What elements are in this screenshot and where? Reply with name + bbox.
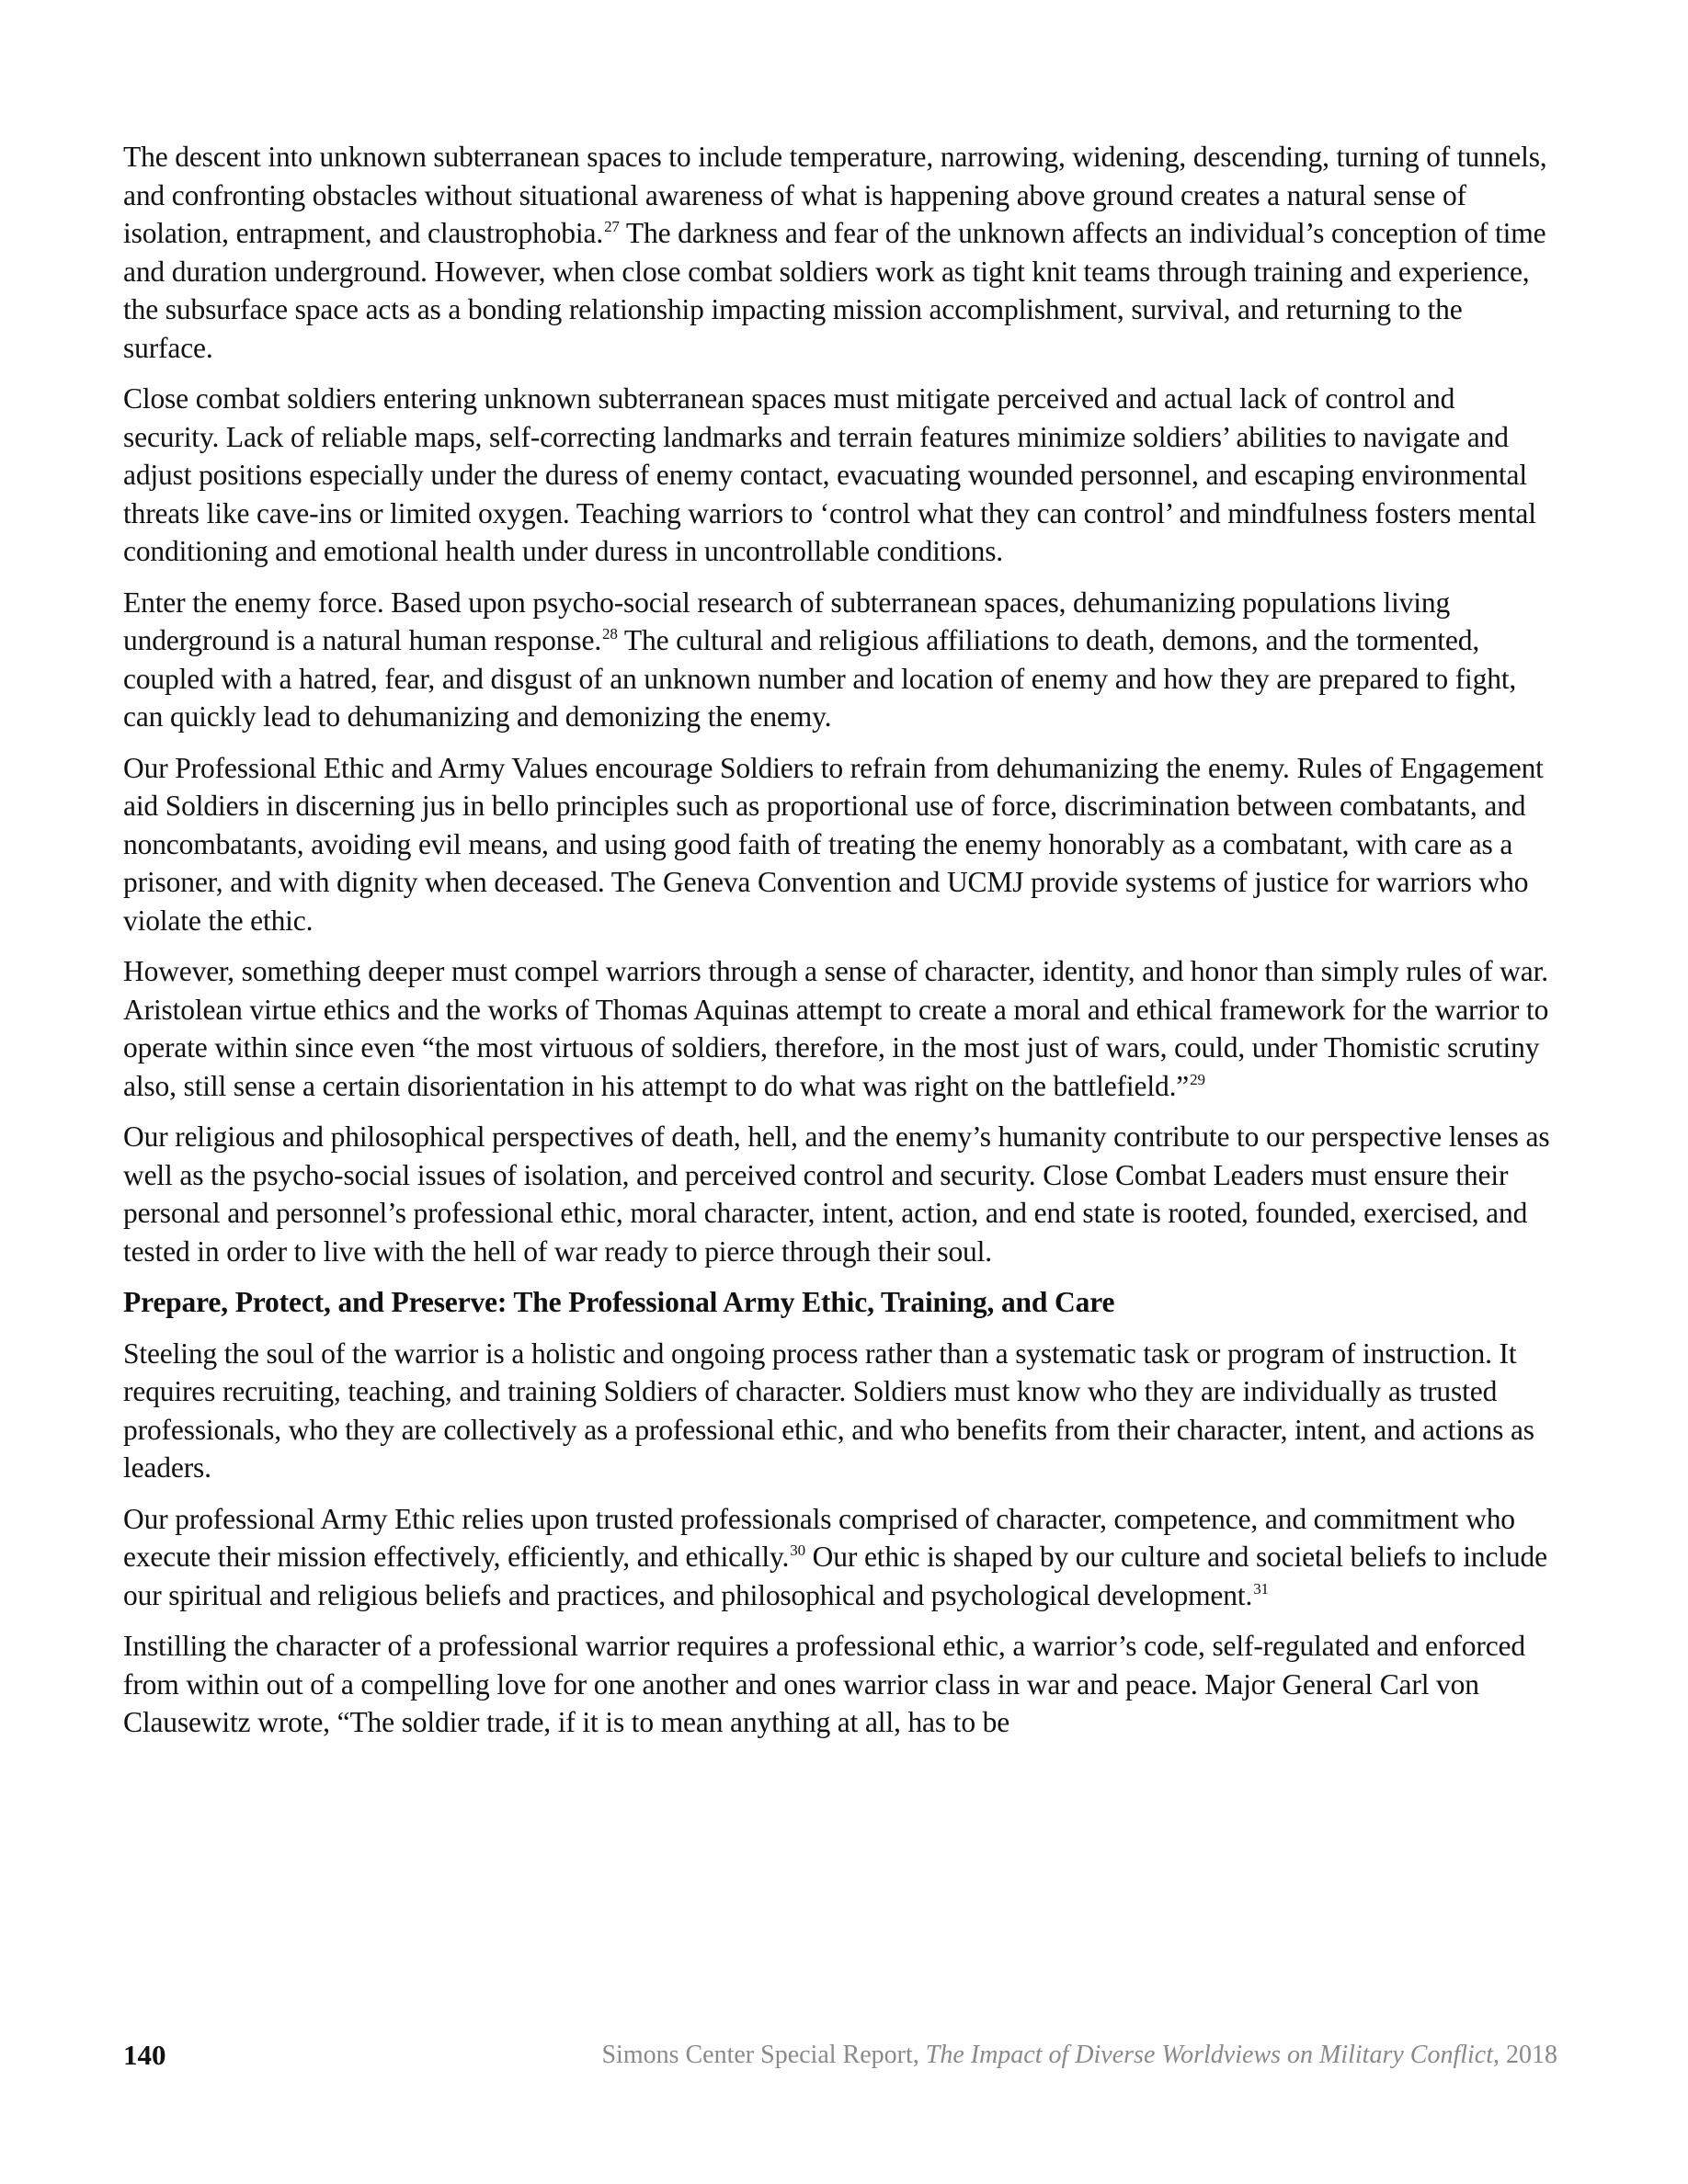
paragraph [123,1627,1557,1742]
paragraph [123,380,1557,571]
footnote-reference: 27 [604,218,620,235]
footnote-reference: 30 [790,1541,805,1559]
paragraph-text: Close combat soldiers entering unknown subterranean spaces must mitigate perceived and actual lack of control and security. Lack of reliable maps, self-correcting landmarks and terrain features minimize soldiers’ abilities to navigate and adjust positions especially under the duress of enemy contact, evacuating wounded personnel, and escaping environmental threats like cave-ins or limited oxygen. Teaching warriors to ‘control what they can control’ and mindfulness fosters mental conditioning and emotional health under duress in uncontrollable conditions. [123,382,1536,567]
page-number: 140 [123,2039,166,2071]
paragraph [123,952,1557,1105]
paragraph [123,749,1557,940]
paragraph [123,138,1557,367]
footnote-reference: 31 [1253,1579,1269,1598]
paragraphs-after-heading [123,1335,1557,1742]
paragraph [123,1335,1557,1487]
paragraphs-before-heading [123,138,1557,1270]
paragraph-text: The descent into unknown subterranean spaces to include temperature, narrowing, widening, descending, turning of tunnels, and confronting obstacles without situational awareness of what is happening above ground creates a natural sense of isolation, entrapment, and claustrophobia. [123,141,1547,249]
body-text [123,138,1557,1755]
paragraph-text: The darkness and fear of the unknown affects an individual’s conception of time and duration underground. However, when close combat soldiers work as tight knit teams through training and experience, the subsurface space acts as a bonding relationship impacting mission accomplishment, survival, and returning to the surface. [123,217,1546,364]
paragraph-text: Enter the enemy force. Based upon psycho-social research of subterranean spaces, dehumanizing populations living underground is a natural human response. [123,586,1451,656]
publication-title: The Impact of Diverse Worldviews on Military Conflict [925,2041,1493,2069]
paragraph-text: Steeling the soul of the warrior is a holistic and ongoing process rather than a systematic task or program of instruction. It requires recruiting, teaching, and training Soldiers of character. Soldiers must know who they are individually as trusted professionals, who they are collectively as a professional ethic, and who benefits from their character, intent, and actions as leaders. [123,1337,1534,1484]
paragraph-text: Our professional Army Ethic relies upon trusted professionals comprised of character, competence, and commitment who execute their mission effectively, efficiently, and ethically. [123,1502,1515,1573]
footnote-reference: 28 [602,625,618,643]
paragraph-text: The cultural and religious affiliations to death, demons, and the tormented, coupled with a hatred, fear, and disgust of an unknown number and location of enemy and how they are prepared to fight, can quickly lead to dehumanizing and demonizing the enemy. [123,624,1517,733]
paragraph-text: However, something deeper must compel warriors through a sense of character, identity, and honor than simply rules of war. Aristolean virtue ethics and the works of Thomas Aquinas attempt to create a moral and ethical framework for the warrior to operate within since even “the most virtuous of soldiers, therefore, in the most just of wars, could, under Thomistic scrutiny also, still sense a certain disorientation in his attempt to do what was right on the battlefield.” [123,955,1549,1102]
footnote-reference: 29 [1190,1070,1205,1088]
page-footer [123,2035,1557,2076]
publication-prefix: Simons Center Special Report, [601,2041,926,2069]
paragraph-text: Instilling the character of a professional warrior requires a professional ethic, a warrior’s code, self-regulated and enforced from within out of a compelling love for one another and ones warrior class in war and peace. Major General Carl von Clausewitz wrote, “The soldier trade, if it is to mean anything at all, has to be [123,1630,1525,1738]
running-footer [601,2035,1557,2076]
paragraph [123,1118,1557,1270]
paragraph-text: Our religious and philosophical perspectives of death, hell, and the enemy’s humanity contribute to our perspective lenses as well as the psycho-social issues of isolation, and perceived control and security. Close Combat Leaders must ensure their personal and personnel’s professional ethic, moral character, intent, action, and end state is rooted, founded, exercised, and tested in order to live with the hell of war ready to pierce through their soul. [123,1120,1550,1268]
section-heading: Prepare, Protect, and Preserve: The Professional Army Ethic, Training, and Care [123,1286,1115,1318]
publication-suffix: , 2018 [1493,2041,1557,2069]
paragraph-text: Our ethic is shaped by our culture and societal beliefs to include our spiritual and religious beliefs and practices, and philosophical and psychological development. [123,1541,1547,1611]
paragraph-text: Our Professional Ethic and Army Values encourage Soldiers to refrain from dehumanizing the enemy. Rules of Engagement aid Soldiers in discerning jus in bello principles such as proportional use of force, discrimination between combatants, and noncombatants, avoiding evil means, and using good faith of treating the enemy honorably as a combatant, with care as a prisoner, and with dignity when deceased. The Geneva Convention and UCMJ provide systems of justice for warriors who violate the ethic. [123,751,1544,937]
paragraph [123,584,1557,736]
paragraph [123,1500,1557,1615]
